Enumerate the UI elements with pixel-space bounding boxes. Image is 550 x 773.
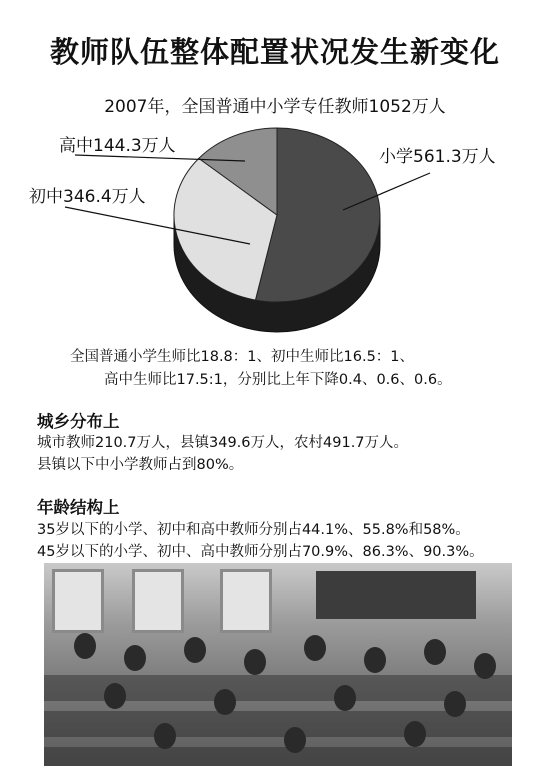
urban-rural-line-2: 县镇以下中小学教师占到80%。 xyxy=(37,457,244,473)
infographic-title: 教师队伍整体配置状况发生新变化 xyxy=(49,35,500,69)
chart-title: 2007年，全国普通中小学专任教师1052万人 xyxy=(104,97,446,117)
age-line-1: 35岁以下的小学、初中和高中教师分别占44.1%、55.8%和58%。 xyxy=(37,522,470,538)
ratio-line-1: 全国普通小学生师比18.8：1、初中生师比16.5：1、 xyxy=(70,349,415,365)
urban-rural-heading: 城乡分布上 xyxy=(37,412,120,431)
slice-label-high-school: 高中144.3万人 xyxy=(59,136,176,156)
age-line-2: 45岁以下的小学、初中、高中教师分别占70.9%、86.3%、90.3%。 xyxy=(37,544,484,560)
classroom-photo xyxy=(44,563,512,766)
urban-rural-line-1: 城市教师210.7万人，县镇349.6万人，农村491.7万人。 xyxy=(37,435,409,451)
ratio-line-2: 高中生师比17.5:1，分别比上年下降0.4、0.6、0.6。 xyxy=(104,372,452,388)
slice-label-middle-school: 初中346.4万人 xyxy=(29,187,146,207)
slice-label-primary-school: 小学561.3万人 xyxy=(379,147,496,167)
age-heading: 年龄结构上 xyxy=(37,498,120,517)
